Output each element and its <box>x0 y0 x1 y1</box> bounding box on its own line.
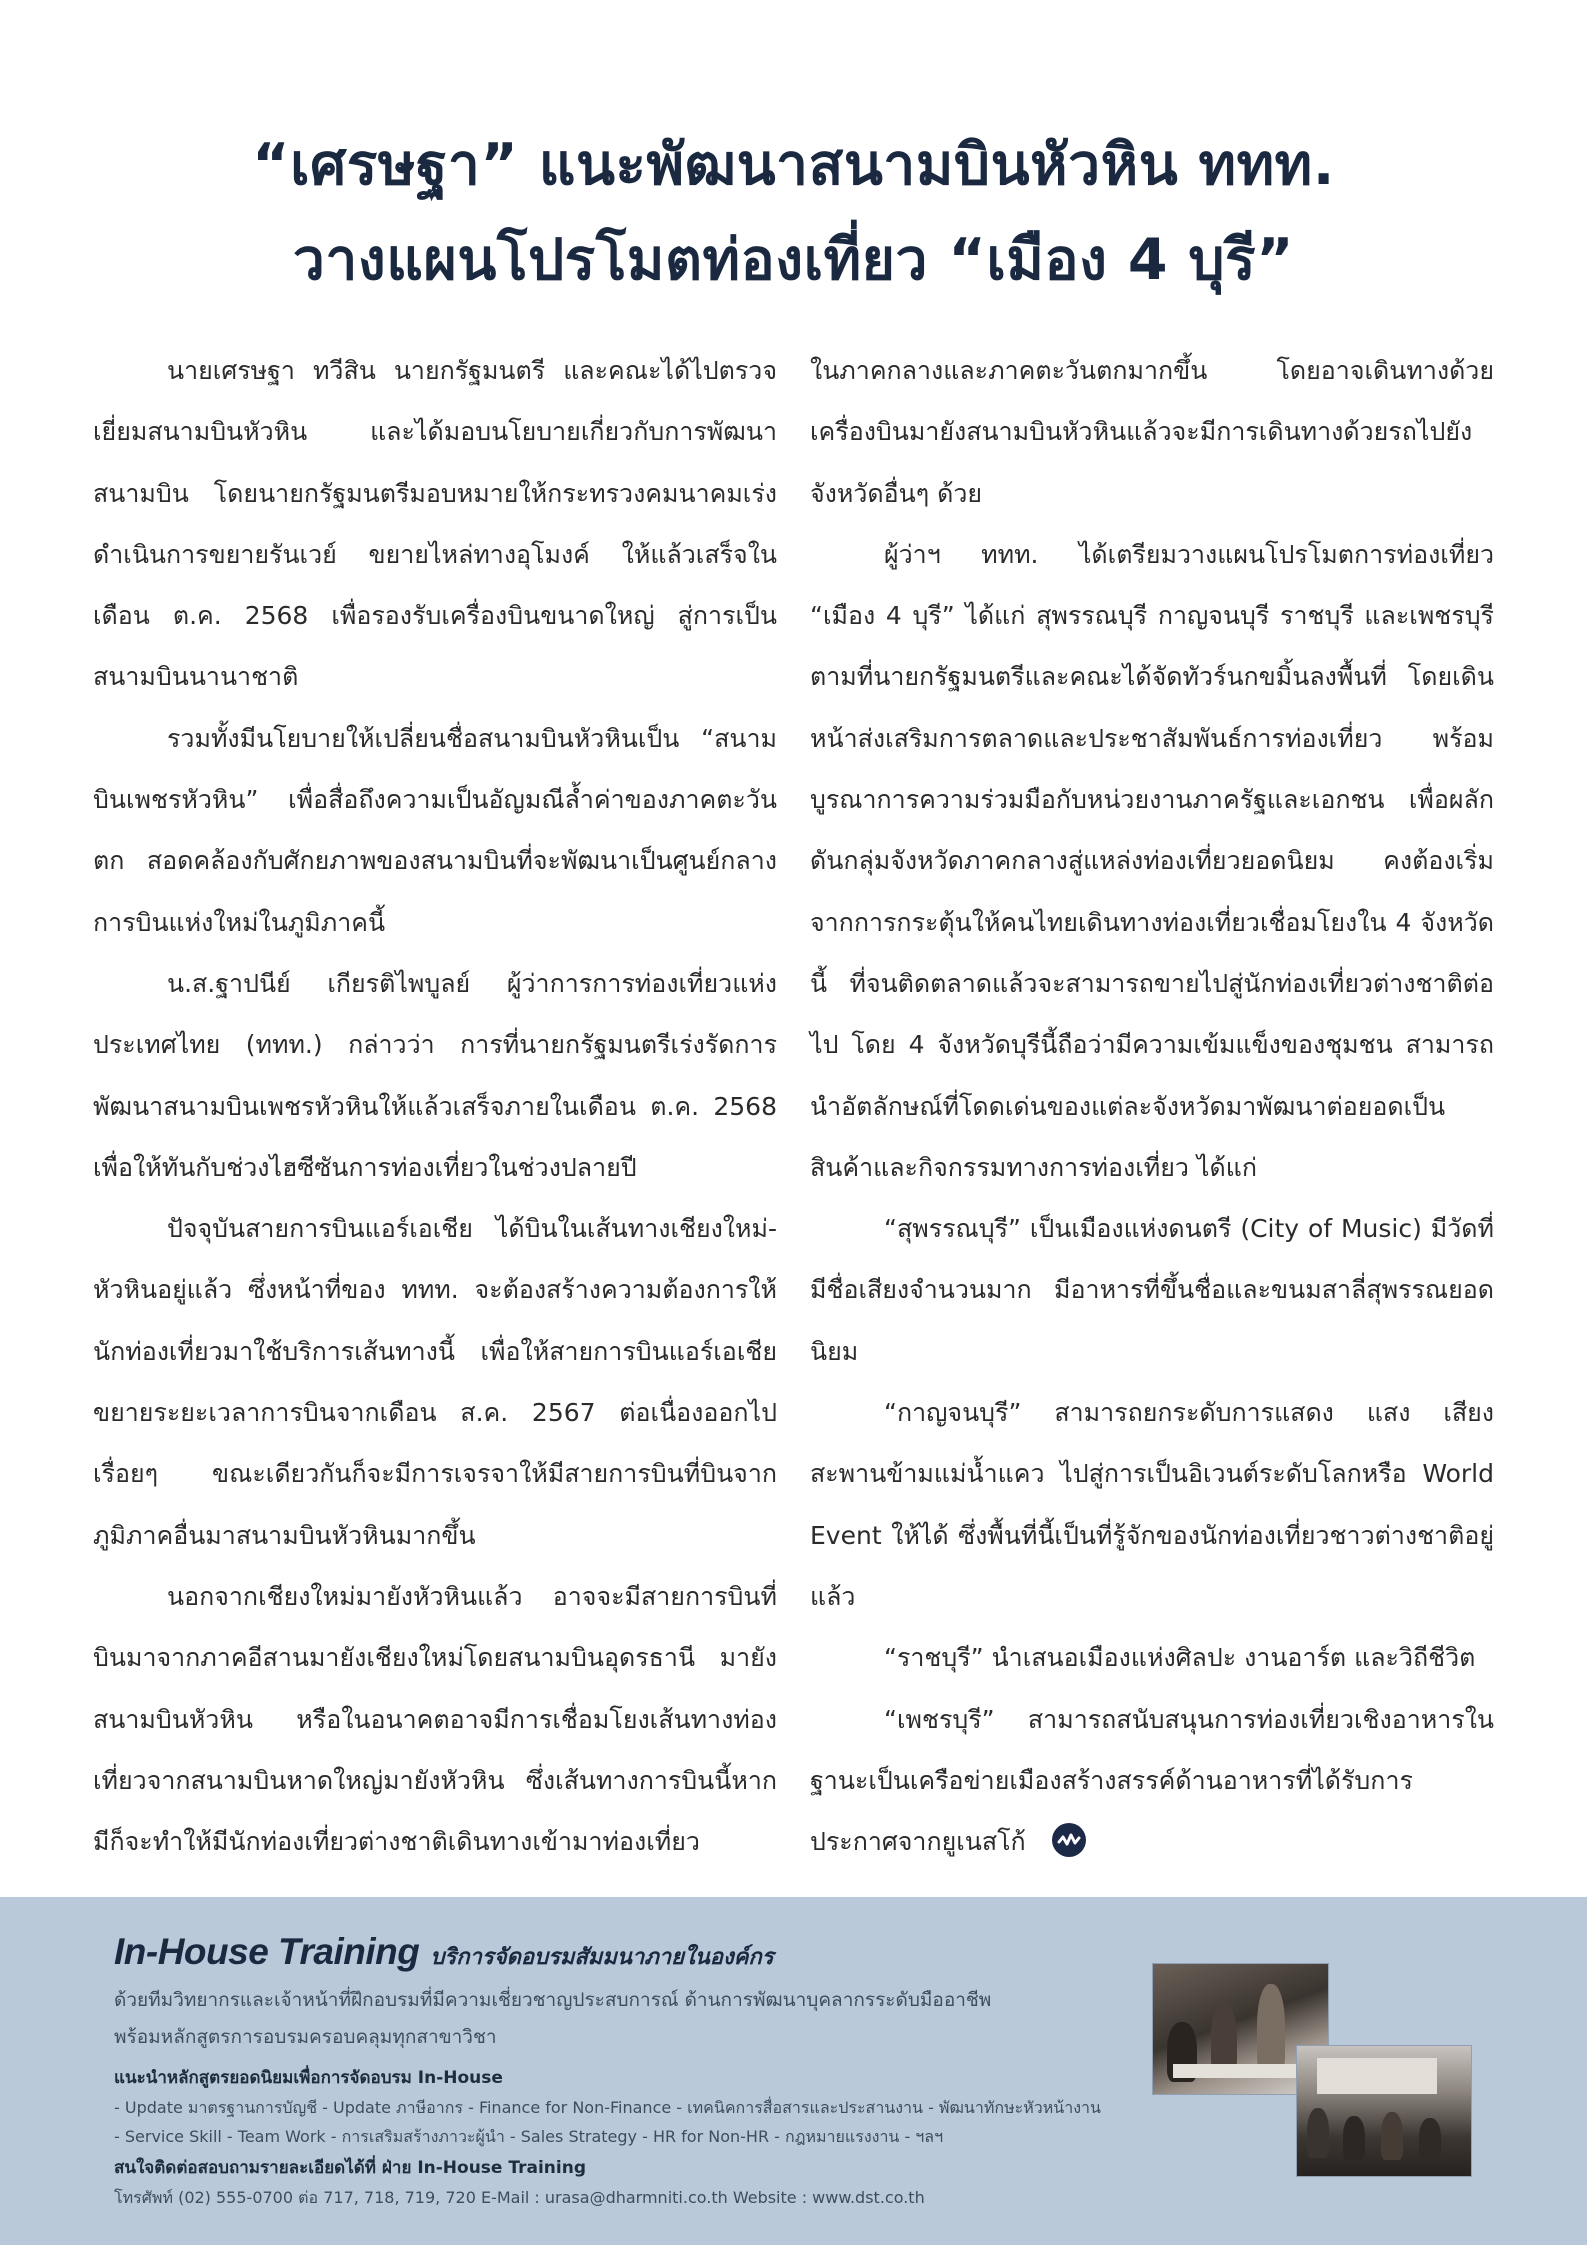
article-paragraph: นายเศรษฐา ทวีสิน นายกรัฐมนตรี และคณะได้ไปตรวจเยี่ยมสนามบินหัวหิน และได้มอบนโยบายเกี่ยวกับการพัฒนาสนามบิน โดยนายกรัฐมนตรีมอบหมายให้กระทรวงคมนาคมเร่งดำเนินการขยายรันเวย์ ขยายไหล่ทางอุโมงค์ ให้แล้วเสร็จในเดือน ต.ค. 2568 เพื่อรองรับเครื่องบินขนาดใหญ่ สู่การเป็นสนามบินนานาชาติ <box>93 356 777 692</box>
headline-line-1: “เศรษฐา” แนะพัฒนาสนามบินหัวหิน ททท. <box>252 132 1335 198</box>
ad-courses-line-2: - Service Skill - Team Work - การเสริมสร้างภาวะผู้นำ - Sales Strategy - HR for Non-HR - กฎหมายแรงงาน - ฯลฯ <box>114 2127 944 2146</box>
ad-description-line-1: ด้วยทีมวิทยากรและเจ้าหน้าที่ฝึกอบรมที่มีความเชี่ยวชาญประสบการณ์ ด้านการพัฒนาบุคลากรระดับมืออาชีพ <box>114 1989 992 2011</box>
ad-subtitle: บริการจัดอบรมสัมมนาภายในองค์กร <box>430 1945 774 1970</box>
article-paragraph-last-text: “เพชรบุรี” สามารถสนับสนุนการท่องเที่ยวเชิงอาหารในฐานะเป็นเครือข่ายเมืองสร้างสรรค์ด้านอาหารที่ได้รับการประกาศจากยูเนสโก้ <box>810 1704 1494 1857</box>
ad-courses-line-1: - Update มาตรฐานการบัญชี - Update ภาษีอากร - Finance for Non-Finance - เทคนิคการสื่อสารและประสานงาน - พัฒนาทักษะหัวหน้างาน <box>114 2098 1101 2117</box>
article-paragraph: นอกจากเชียงใหม่มายังหัวหินแล้ว อาจจะมีสายการบินที่บินมาจากภาคอีสานมายังเชียงใหม่โดยสนามบินอุดรธานี มายังสนามบินหัวหิน หรือในอนาคตอาจมีการเชื่อมโยงเส้นทางท่องเที่ยวจากสนามบินหาดใหญ่มายังหัวหิน ซึ่งเส้นทางการบินนี้หากมีก็จะทำให้มีนักท่องเที่ยวต่างชาติเดินทางเข้ามาท่องเที่ยว <box>93 1581 777 1857</box>
article-column-left <box>93 340 777 1872</box>
ad-contact-line: โทรศัพท์ (02) 555-0700 ต่อ 717, 718, 719, 720 E-Mail : urasa@dharmniti.co.th Website : www.dst.co.th <box>114 2188 925 2207</box>
article-paragraph: “กาญจนบุรี” สามารถยกระดับการแสดง แสง เสียง สะพานข้ามแม่น้ำแคว ไปสู่การเป็นอิเวนต์ระดับโลกหรือ World Event ให้ได้ ซึ่งพื้นที่นี้เป็นที่รู้จักของนักท่องเที่ยวชาวต่างชาติอยู่แล้ว <box>810 1398 1494 1611</box>
publisher-wave-logo-icon <box>1052 1823 1086 1857</box>
ad-title-row <box>114 1931 774 1974</box>
training-photo-2 <box>1296 2045 1472 2177</box>
article-column-right <box>810 340 1494 1872</box>
in-house-training-ad <box>0 1897 1587 2245</box>
article-paragraph-continued: ในภาคกลางและภาคตะวันตกมากขึ้น โดยอาจเดินทางด้วยเครื่องบินมายังสนามบินหัวหินแล้วจะมีการเดินทางด้วยรถไปยังจังหวัดอื่นๆ ด้วย <box>810 356 1494 508</box>
headline-line-2: วางแผนโปรโมตท่องเที่ยว “เมือง 4 บุรี” <box>292 227 1295 293</box>
article-paragraph: “สุพรรณบุรี” เป็นเมืองแห่งดนตรี (City of Music) มีวัดที่มีชื่อเสียงจำนวนมาก มีอาหารที่ขึ้นชื่อและขนมสาลี่สุพรรณยอดนิยม <box>810 1214 1494 1366</box>
ad-description-line-2: พร้อมหลักสูตรการอบรมครอบคลุมทุกสาขาวิชา <box>114 2026 497 2048</box>
article-paragraph: “ราชบุรี” นำเสนอเมืองแห่งศิลปะ งานอาร์ต และวิถีชีวิต <box>884 1643 1476 1673</box>
ad-title: In-House Training <box>114 1931 420 1972</box>
article-paragraph-last <box>810 1689 1494 1873</box>
ad-contact-heading: สนใจติดต่อสอบถามรายละเอียดได้ที่ ฝ่าย In-House Training <box>114 2158 586 2178</box>
article-headline <box>80 118 1507 308</box>
article-paragraph: รวมทั้งมีนโยบายให้เปลี่ยนชื่อสนามบินหัวหินเป็น “สนามบินเพชรหัวหิน” เพื่อสื่อถึงความเป็นอัญมณีล้ำค่าของภาคตะวันตก สอดคล้องกับศักยภาพของสนามบินที่จะพัฒนาเป็นศูนย์กลางการบินแห่งใหม่ในภูมิภาคนี้ <box>93 723 777 937</box>
ad-courses-heading: แนะนำหลักสูตรยอดนิยมเพื่อการจัดอบรม In-House <box>114 2068 503 2088</box>
article-paragraph: ผู้ว่าฯ ททท. ได้เตรียมวางแผนโปรโมตการท่องเที่ยว “เมือง 4 บุรี” ได้แก่ สุพรรณบุรี กาญจนบุรี ราชบุรี และเพชรบุรี ตามที่นายกรัฐมนตรีและคณะได้จัดทัวร์นกขมิ้นลงพื้นที่ โดยเดินหน้าส่งเสริมการตลาดและประชาสัมพันธ์การท่องเที่ยว พร้อมบูรณาการความร่วมมือกับหน่วยงานภาครัฐและเอกชน เพื่อผลักดันกลุ่มจังหวัดภาคกลางสู่แหล่งท่องเที่ยวยอดนิยม คงต้องเริ่มจากการกระตุ้นให้คนไทยเดินทางท่องเที่ยวเชื่อมโยงใน 4 จังหวัดนี้ ที่จนติดตลาดแล้วจะสามารถขายไปสู่นักท่องเที่ยวต่างชาติต่อไป โดย 4 จังหวัดบุรีนี้ถือว่ามีความเข้มแข็งของชุมชน สามารถนำอัตลักษณ์ที่โดดเด่นของแต่ละจังหวัดมาพัฒนาต่อยอดเป็นสินค้าและกิจกรรมทางการท่องเที่ยว ได้แก่ <box>810 539 1494 1182</box>
article-paragraph: น.ส.ฐาปนีย์ เกียรติไพบูลย์ ผู้ว่าการการท่องเที่ยวแห่งประเทศไทย (ททท.) กล่าวว่า การที่นายกรัฐมนตรีเร่งรัดการพัฒนาสนามบินเพชรหัวหินให้แล้วเสร็จภายในเดือน ต.ค. 2568 เพื่อให้ทันกับช่วงไฮซีซันการท่องเที่ยวในช่วงปลายปี <box>93 968 777 1182</box>
article-paragraph: ปัจจุบันสายการบินแอร์เอเชีย ได้บินในเส้นทางเชียงใหม่-หัวหินอยู่แล้ว ซึ่งหน้าที่ของ ททท. จะต้องสร้างความต้องการให้นักท่องเที่ยวมาใช้บริการเส้นทางนี้ เพื่อให้สายการบินแอร์เอเชียขยายระยะเวลาการบินจากเดือน ส.ค. 2567 ต่อเนื่องออกไปเรื่อยๆ ขณะเดียวกันก็จะมีการเจรจาให้มีสายการบินที่บินจากภูมิภาคอื่นมาสนามบินหัวหินมากขึ้น <box>93 1214 777 1550</box>
